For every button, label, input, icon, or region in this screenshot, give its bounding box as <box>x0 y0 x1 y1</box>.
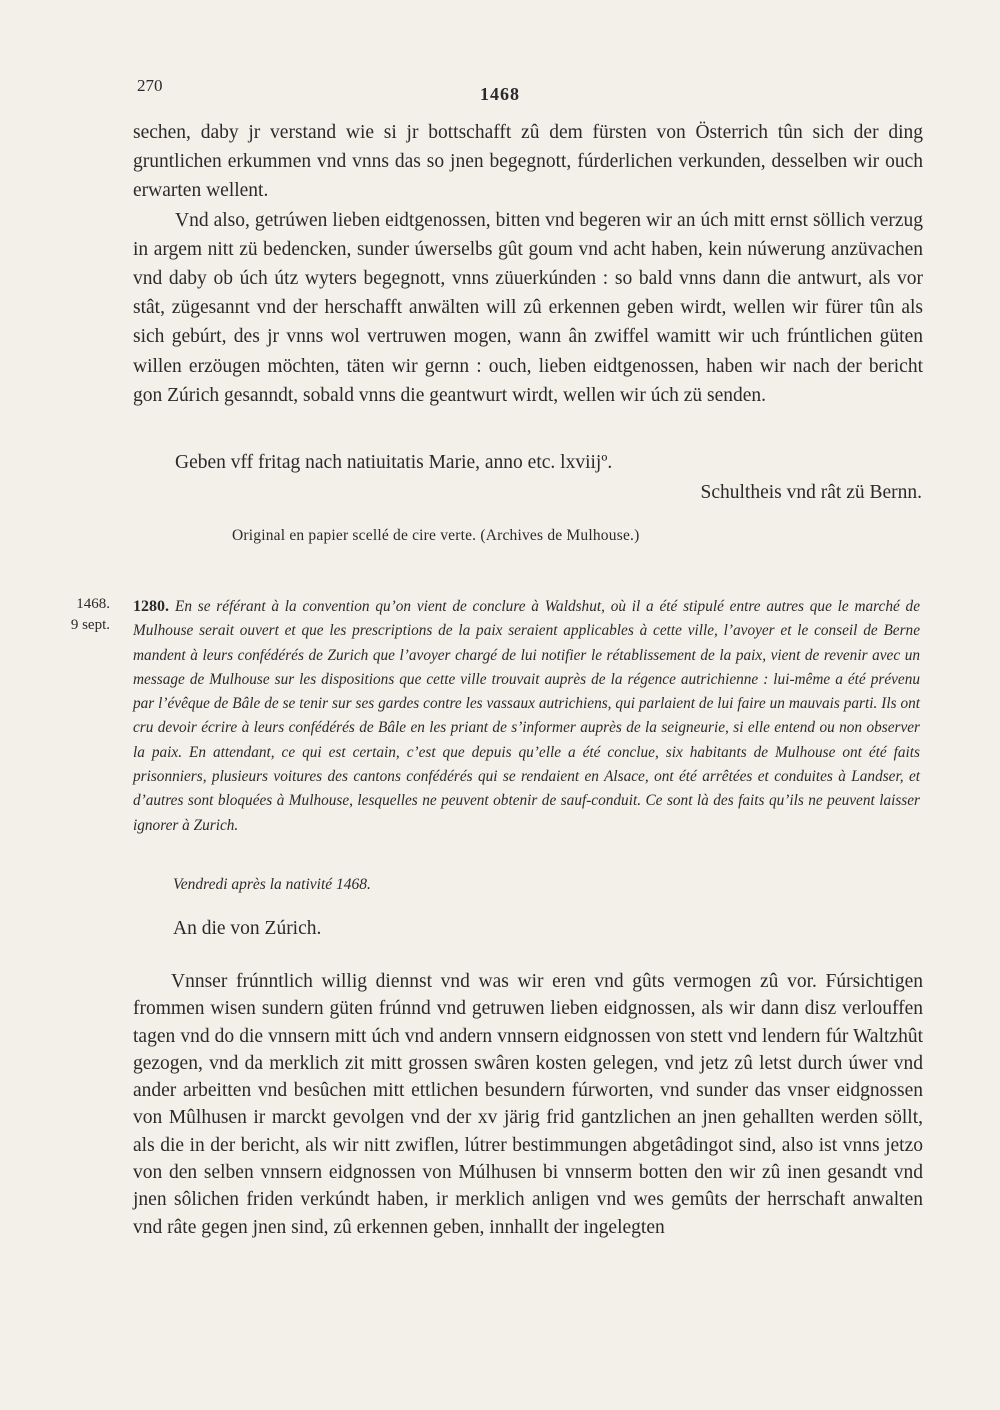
margin-date <box>48 594 110 636</box>
letter-1280-body <box>133 968 923 1241</box>
summary-date: Vendredi après la nativité 1468. <box>173 876 371 893</box>
document-number: 1280. <box>133 598 169 615</box>
running-head-year: 1468 <box>480 84 520 104</box>
summary-text: En se référant à la convention qu’on vient de conclure à Waldshut, où il a été stipulé entre autres que le marché de Mulhouse serait ouvert et que les prescriptions de la paix seraient applicables à cette ville, l’avoyer et le conseil de Berne mandent à leurs confédérés de Zurich que l’avoyer chargé de lui notifier le rétablissement de la paix, vient de revenir avec un message de Mulhouse sur les dispositions que cette ville trouvait auprès de la régence autrichienne : lui-même a été prévenu par l’évêque de Bâle de se tenir sur ses gardes contre les vassaux autrichiens, qui parlaient de lui faire un mauvais parti. Ils ont cru devoir écrire à leurs confédérés de Bâle en les priant de s’informer auprès de la seigneurie, si elle entend ou non observer la paix. En attendant, ce qui est certain, c’est que depuis qu’elle a été conclue, six habitants de Mulhouse ont été faits prisonniers, plusieurs voitures des cantons confédérés qui se rendaient en Alsace, ont été arrêtées et conduites à Landser, et d’autres sont bloquées à Mulhouse, lesquelles ne peuvent obtenir de sauf-conduit. Ce sont là des faits qu’ils ne peuvent laisser ignorer à Zurich. <box>133 598 920 834</box>
letter-1280-text: Vnnser frúnntlich willig diennst vnd was wir eren vnd gûts vermogen zû vor. Fúrsichtigen frommen wisen sundern güten frúnnd vnd getruwen lieben eidgnossen, als wir dann disz verlouffen tagen vnd do die vnnsern mitt úch vnd andern vnnsern eidgnossen von stett vnd lendern fúr Waltzhût gezogen, vnd da merklich zit mitt grossen swâren kosten gelegen, vnd jetz zû letst durch úwer vnd ander arbeitten vnd besûchen mitt ettlichen besundern fúrworten, vnd sunder das vnser eidgnossen von Mûlhusen ir marckt gevolgen vnd der xv järig frid gantzlichen an jnen gehallten werden söllt, als die in der bericht, als wir nitt zwiflen, lútrer bestimmungen abgetâdingot sind, also ist vnns jetzo von den selben vnnsern eidgnossen von Múlhusen bi vnnserm botten den wir zû inen gesandt vnd jnen sôlichen friden verkúndt haben, ir merklich anligen vnd wes gemûts der herrschaft anwalten vnd râte gegen jnen sind, zû erkennen geben, innhallt der ingelegten <box>133 971 923 1238</box>
document-summary <box>133 595 920 838</box>
letter-address: An die von Zúrich. <box>173 918 322 939</box>
continued-letter-body <box>133 118 923 410</box>
letter-signature: Schultheis vnd rât zü Bernn. <box>700 482 922 503</box>
letter-paragraph-2: Vnd also, getrúwen lieben eidtgenossen, bitten vnd begeren wir an úch mitt ernst söllich verzug in argem nitt zü bedencken, sunder úwerselbs gût goum vnd acht haben, kein núwerung anzüvachen vnd daby ob úch útz wyters begegnott, vnns züuerkúnden : so bald vnns dann die antwurt, als vor stât, zügesannt vnd der herschafft anwälten will zû erkennen geben wirdt, wellen wir fürer tûn als sich gebúrt, des jr vnns wol vertruwen mogen, wann ân zwiffel wamitt wir uch frúntlichen güten willen erzöugen möchten, täten wir gernn : ouch, lieben eidtgenossen, haben wir nach der bericht gon Zúrich gesanndt, sobald vnns die geantwurt wirdt, wellen wir úch zü senden. <box>133 209 923 406</box>
source-note: Original en papier scellé de cire verte. (Archives de Mulhouse.) <box>232 527 640 544</box>
margin-day: 9 sept. <box>70 617 110 633</box>
page-number: 270 <box>137 76 163 95</box>
margin-year: 1468. <box>76 596 110 612</box>
letter-dating: Geben vff fritag nach natiuitatis Marie, anno etc. lxviijº. <box>175 452 613 473</box>
letter-paragraph-1: sechen, daby jr verstand wie si jr bottschafft zû dem fürsten von Österrich tûn sich der ding gruntlichen erkummen vnd vnns das so jnen begegnott, fúrderlichen verkunden, desselben wir ouch erwarten wellent. <box>133 122 923 202</box>
